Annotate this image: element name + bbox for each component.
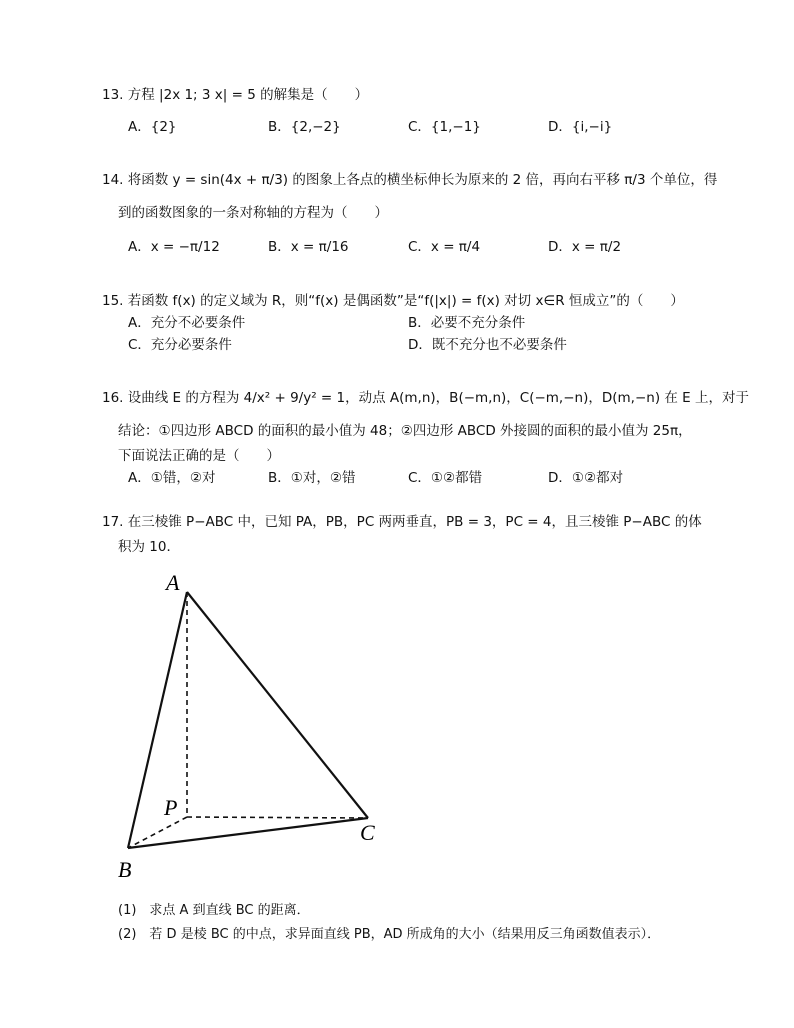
q16-option-c: C．①②都错 <box>408 470 483 486</box>
q14-option-b: B．x = π/16 <box>268 239 349 255</box>
q16-option-d: D．①②都对 <box>548 470 624 486</box>
vertex-label-p: P <box>164 795 178 820</box>
q17-part-2: (2) 若 D 是棱 BC 的中点，求异面直线 PB，AD 所成角的大小（结果用反三角函数值表示）． <box>118 927 661 942</box>
q15-option-b: B．必要不充分条件 <box>408 315 526 331</box>
q15-option-c: C．充分必要条件 <box>128 337 232 353</box>
q13-option-a: A．{2} <box>128 119 177 135</box>
q14-option-a: A．x = −π/12 <box>128 239 220 255</box>
q15-option-d: D．既不充分也不必要条件 <box>408 337 567 353</box>
vertex-label-a: A <box>166 570 180 595</box>
q14-option-d: D．x = π/2 <box>548 239 622 255</box>
vertex-label-b: B <box>118 857 132 882</box>
q14-stem-line1: 14. 将函数 y = sin(4x + π/3) 的图象上各点的横坐标伸长为原来的 2 倍，再向右平移 π/3 个单位，得 <box>102 172 718 188</box>
q16-stem-line3: 下面说法正确的是（ ） <box>118 448 280 464</box>
tetrahedron-figure <box>100 565 400 885</box>
q14-option-c: C．x = π/4 <box>408 239 481 255</box>
q16-option-a: A．①错，②对 <box>128 470 216 486</box>
q17-stem-line2: 积为 10． <box>118 539 180 555</box>
q16-stem-line1: 16. 设曲线 E 的方程为 4/x² + 9/y² = 1，动点 A(m,n)，B(−m,n)，C(−m,−n)，D(m,−n) 在 E 上，对于 <box>102 390 750 406</box>
q13-option-d: D．{i,−i} <box>548 119 613 135</box>
edge-pc <box>187 817 368 818</box>
q16-option-b: B．①对，②错 <box>268 470 356 486</box>
q13-option-c: C．{1,−1} <box>408 119 481 135</box>
edge-ab <box>128 592 187 848</box>
q16-stem-line2: 结论：①四边形 ABCD 的面积的最小值为 48；②四边形 ABCD 外接圆的面积的最小值为 25π， <box>118 423 692 439</box>
q15-option-a: A．充分不必要条件 <box>128 315 246 331</box>
q17-stem-line1: 17. 在三棱锥 P−ABC 中，已知 PA，PB，PC 两两垂直，PB = 3，PC = 4，且三棱锥 P−ABC 的体 <box>102 514 702 530</box>
q13-stem: 13. 方程 |2x 1; 3 x| = 5 的解集是（ ） <box>102 87 369 103</box>
edge-bc <box>128 818 368 848</box>
q13-option-b: B．{2,−2} <box>268 119 341 135</box>
edge-ac <box>187 592 368 818</box>
q14-stem-line2: 到的函数图象的一条对称轴的方程为（ ） <box>118 205 388 221</box>
q17-part-1: (1) 求点 A 到直线 BC 的距离． <box>118 903 310 918</box>
vertex-label-c: C <box>360 820 375 845</box>
q15-stem: 15. 若函数 f(x) 的定义域为 R，则“f(x) 是偶函数”是“f(|x|) = f(x) 对切 x∈R 恒成立”的（ ） <box>102 293 684 309</box>
